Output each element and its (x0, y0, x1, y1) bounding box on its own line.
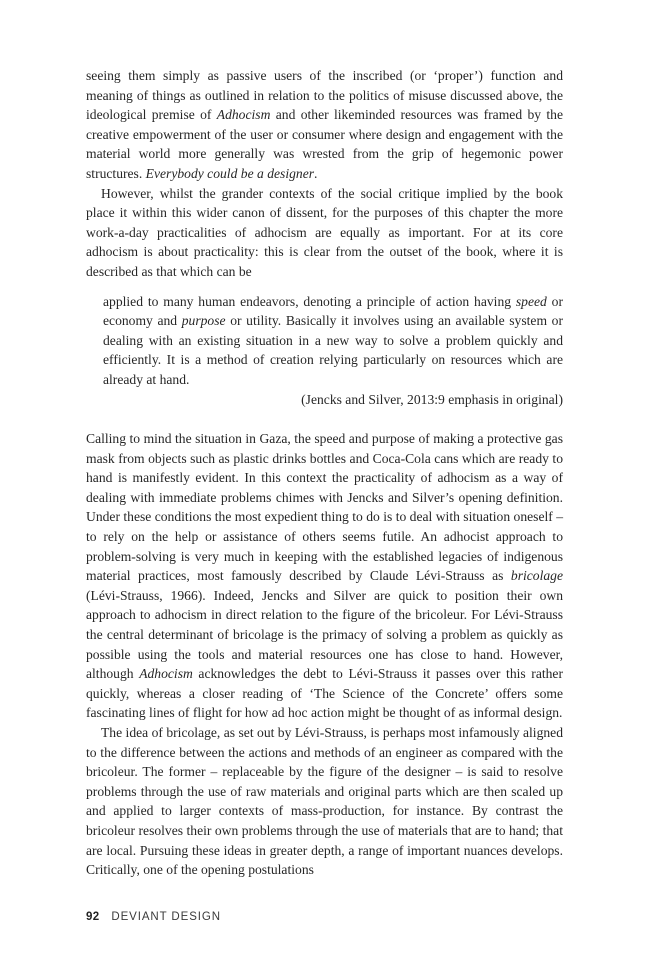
quote-text-3: or utility. Basically it involves using an available system or dealing with an existing situation in a new way to solve a problem quickly and efficiently. It is a method of creation relying particularly on resources which are already at hand. (103, 313, 563, 387)
page-number: 92 (86, 911, 100, 923)
paragraph-1-text: seeing them simply as passive users of the inscribed (or ‘proper’) function and meaning of things as outlined in relation to the politics of misuse discussed above, the ideological premise of (86, 68, 563, 123)
paragraph-3-emphasis-bricolage: bricolage (510, 568, 563, 584)
paragraph-4: The idea of bricolage, as set out by Lévi-Strauss, is perhaps most infamously aligned to the difference between the actions and methods of an engineer as compared with the bricoleur. The former – replaceable by the figure of the designer – is said to resolve problems through the use of raw materials and original parts which are then scaled up and applied to larger contexts of mass-production, for instance. By contrast the bricoleur resolves their own problems through the use of materials that are to hand; that are local. Pursuing these ideas in greater depth, a range of important nuances develops. Critically, one of the opening postulations (86, 725, 563, 878)
paragraph-3-text-3: acknowledges the debt to Lévi-Strauss it passes over this rather quickly, whereas a closer reading of ‘The Science of the Concrete’ offers some fascinating lines of flight for how ad hoc action might be thought of as informal design. (86, 666, 563, 721)
paragraph-3-emphasis-adhocism: Adhocism (139, 666, 193, 682)
paragraph-3-text: Calling to mind the situation in Gaza, the speed and purpose of making a protective gas mask from objects such as plastic drinks bottles and Coca-Cola cans which are ready to hand is manifestly evident. In this context the practicality of adhocism as a way of dealing with immediate problems chimes with Jencks and Silver’s opening definition. Under these conditions the most expedient thing to do is to deal with situation oneself – to rely on the help or assistance of others seems futile. An adhocist approach to problem-solving is very much in keeping with the established legacies of indigenous material practices, most famously described by Claude Lévi-Strauss as (86, 431, 563, 584)
running-title: DEVIANT DESIGN (111, 911, 221, 923)
paragraph-3-text-2: (Lévi-Strauss, 1966). Indeed, Jencks and Silver are quick to position their own approach to adhocism in direct relation to the figure of the bricoleur. For Lévi-Strauss the central determinant of bricolage is the primacy of solving a problem as quickly as possible using the tools and material resources one has close to hand. However, although (86, 587, 563, 682)
paragraph-1-emphasis-designer: Everybody could be a designer (145, 165, 315, 181)
paragraph-1-text-2: and other likeminded resources was framed by the creative empowerment of the user or consumer where design and engagement with the material world more generally was wrested from the grip of hegemonic power structures. (86, 107, 563, 181)
paragraph-2: However, whilst the grander contexts of the social critique implied by the book place it within this wider canon of dissent, for the purposes of this chapter the more work-a-day practicalities of adhocism are equally as important. For at its core adhocism is about practicality: this is clear from the outset of the book, where it is described as that which can be (86, 185, 563, 279)
page-body (86, 66, 563, 880)
quote-text: applied to many human endeavors, denoting a principle of action having (103, 293, 516, 309)
page-footer (86, 911, 221, 923)
quote-text-2: or economy and (103, 293, 563, 329)
paragraph-1-emphasis-adhocism: Adhocism (216, 107, 271, 123)
spacer (86, 419, 563, 429)
paragraph-1-text-3: . (314, 165, 318, 181)
paragraph-1 (86, 66, 563, 184)
quote-emphasis-purpose: purpose (181, 313, 226, 329)
quote-emphasis-speed: speed (515, 293, 547, 309)
block-quote (103, 292, 563, 390)
paragraph-3 (86, 429, 563, 723)
quote-citation: (Jencks and Silver, 2013:9 emphasis in original) (301, 391, 563, 407)
